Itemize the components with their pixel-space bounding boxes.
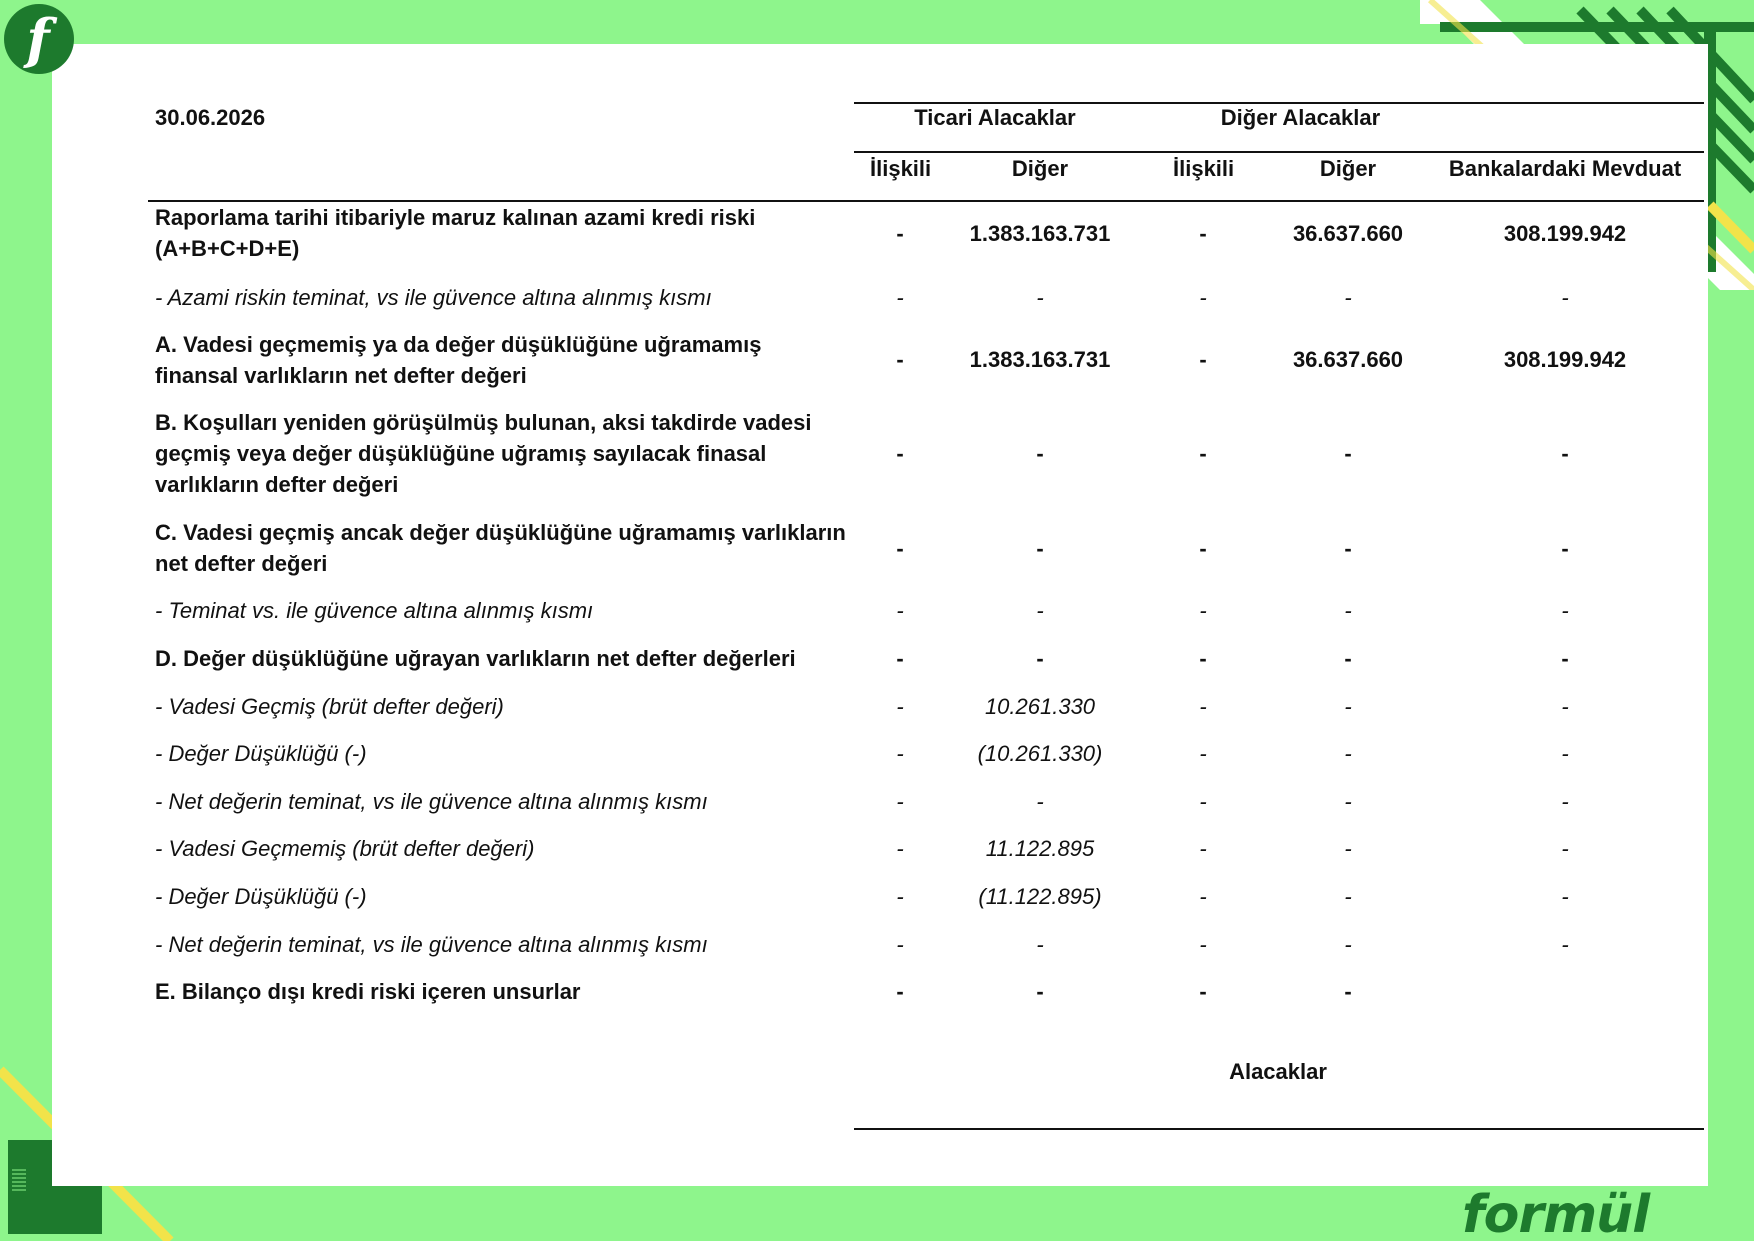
cell-value: - xyxy=(1199,441,1207,466)
cell-value: - xyxy=(1344,932,1352,957)
cell-value: - xyxy=(1344,646,1352,671)
cell-value: - xyxy=(1561,285,1569,310)
cell-value: - xyxy=(1344,979,1352,1004)
cell-value: - xyxy=(1344,836,1352,861)
cell-value: - xyxy=(896,789,904,814)
cell-value: - xyxy=(1199,694,1207,719)
header-iliskili-2: İlişkili xyxy=(1173,156,1235,181)
cell-value: - xyxy=(896,536,904,561)
row-label: B. Koşulları yeniden görüşülmüş bulunan, aksi takdirde vadesi geçmiş veya değer düşüklüğüne uğramış sayılacak finasal varlıkların defter değeri xyxy=(155,410,812,497)
header-diger-1: Diğer xyxy=(1011,156,1069,181)
cell-value: - xyxy=(1036,646,1044,671)
cell-value: - xyxy=(1561,536,1569,561)
cell-value: - xyxy=(896,741,904,766)
cell-value: - xyxy=(1344,789,1352,814)
cell-value: - xyxy=(896,221,904,246)
brand-name: formül xyxy=(1462,1185,1650,1238)
cell-value: - xyxy=(1036,536,1044,561)
row-label: - Net değerin teminat, vs ile güvence altına alınmış kısmı xyxy=(155,789,708,814)
cell-value: - xyxy=(1036,789,1044,814)
cell-value: - xyxy=(896,932,904,957)
cell-value: - xyxy=(1561,741,1569,766)
row-label: - Değer Düşüklüğü (-) xyxy=(155,884,367,909)
row-label: A. Vadesi geçmemiş ya da değer düşüklüğüne uğramamış finansal varlıkların net defter değeri xyxy=(155,332,762,388)
cell-value: - xyxy=(1036,979,1044,1004)
cell-value: - xyxy=(896,441,904,466)
cell-value: - xyxy=(1561,598,1569,623)
cell-value: - xyxy=(896,836,904,861)
report-date: 30.06.2026 xyxy=(155,105,266,130)
cell-value: 36.637.660 xyxy=(1292,221,1404,246)
cell-value: - xyxy=(896,646,904,671)
cell-value: 1.383.163.731 xyxy=(969,221,1111,246)
cell-value: - xyxy=(1344,694,1352,719)
cell-value: - xyxy=(1199,646,1207,671)
row-label: - Net değerin teminat, vs ile güvence altına alınmış kısmı xyxy=(155,932,708,957)
row-label: D. Değer düşüklüğüne uğrayan varlıkların net defter değerleri xyxy=(155,646,796,671)
cell-value: (10.261.330) xyxy=(977,741,1103,766)
cell-value: 308.199.942 xyxy=(1503,221,1627,246)
cell-value: 36.637.660 xyxy=(1292,347,1404,372)
cell-value: - xyxy=(1199,741,1207,766)
row-label: - Azami riskin teminat, vs ile güvence altına alınmış kısmı xyxy=(155,285,712,310)
cell-value: - xyxy=(1199,347,1207,372)
cell-value: - xyxy=(1561,646,1569,671)
cell-value: - xyxy=(1036,441,1044,466)
cell-value: - xyxy=(1344,741,1352,766)
row-label: C. Vadesi geçmiş ancak değer düşüklüğüne uğramamış varlıkların net defter değeri xyxy=(155,520,846,576)
cell-value: 308.199.942 xyxy=(1503,347,1627,372)
cell-value: 11.122.895 xyxy=(985,836,1095,861)
cell-value: - xyxy=(1561,932,1569,957)
cell-value: - xyxy=(1036,285,1044,310)
cell-value: - xyxy=(896,347,904,372)
header-iliskili-1: İlişkili xyxy=(870,156,932,181)
cell-value: 10.261.330 xyxy=(984,694,1096,719)
logo-letter: f xyxy=(26,7,50,71)
cell-value: - xyxy=(1199,932,1207,957)
cell-value: - xyxy=(1199,836,1207,861)
cell-value: - xyxy=(1199,221,1207,246)
cell-value: - xyxy=(1199,789,1207,814)
header-diger-2: Diğer xyxy=(1319,156,1377,181)
cell-value: - xyxy=(1344,884,1352,909)
row-label: Raporlama tarihi itibariyle maruz kalınan azami kredi riski (A+B+C+D+E) xyxy=(155,205,756,261)
cell-value: - xyxy=(1199,979,1207,1004)
header-diger-alacaklar: Diğer Alacaklar xyxy=(1220,105,1381,130)
cell-value: - xyxy=(896,694,904,719)
footer-alacaklar-header: Alacaklar xyxy=(1229,1059,1327,1084)
cell-value: - xyxy=(1344,598,1352,623)
cell-value: - xyxy=(1561,836,1569,861)
cell-value: - xyxy=(1561,441,1569,466)
cell-value: - xyxy=(1344,441,1352,466)
brand-logo xyxy=(1462,1182,1662,1238)
cell-value: - xyxy=(896,598,904,623)
cell-value: - xyxy=(1036,932,1044,957)
cell-value: - xyxy=(1036,598,1044,623)
cell-value: 1.383.163.731 xyxy=(969,347,1111,372)
cell-value: - xyxy=(896,979,904,1004)
cell-value: - xyxy=(1561,694,1569,719)
header-ticari-alacaklar: Ticari Alacaklar xyxy=(914,105,1076,130)
cell-value: - xyxy=(1561,884,1569,909)
cell-value: - xyxy=(1199,536,1207,561)
row-label: - Teminat vs. ile güvence altına alınmış kısmı xyxy=(155,598,594,623)
cell-value: - xyxy=(896,884,904,909)
footer-rule xyxy=(854,1128,1704,1130)
row-label: - Vadesi Geçmemiş (brüt defter değeri) xyxy=(155,836,535,861)
cell-value: - xyxy=(896,285,904,310)
cell-value: - xyxy=(1561,789,1569,814)
header-bankalardaki-mevduat: Bankalardaki Mevduat xyxy=(1448,156,1682,181)
cell-value: - xyxy=(1199,598,1207,623)
logo-f-icon xyxy=(2,2,76,76)
row-label: E. Bilanço dışı kredi riski içeren unsurlar xyxy=(155,979,581,1004)
cell-value: - xyxy=(1344,536,1352,561)
cell-value: - xyxy=(1199,884,1207,909)
cell-value: (11.122.895) xyxy=(978,884,1102,909)
row-label: - Değer Düşüklüğü (-) xyxy=(155,741,367,766)
row-label: - Vadesi Geçmiş (brüt defter değeri) xyxy=(155,694,504,719)
cell-value: - xyxy=(1199,285,1207,310)
cell-value: - xyxy=(1344,285,1352,310)
